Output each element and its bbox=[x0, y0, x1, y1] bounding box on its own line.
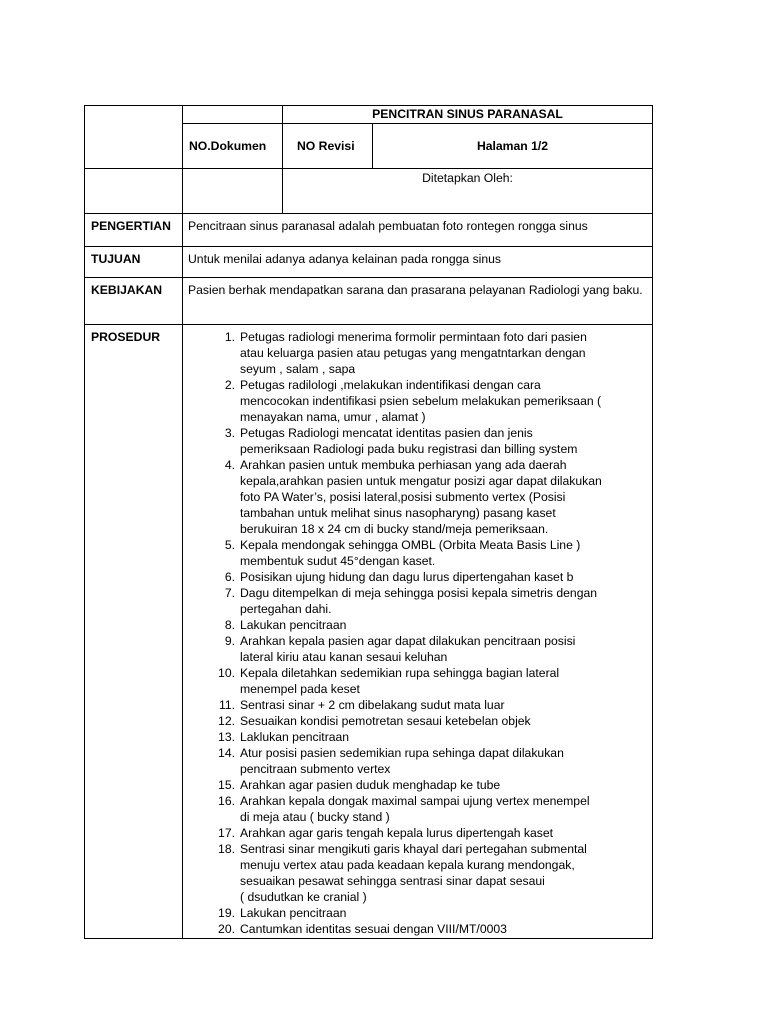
prosedur-step bbox=[188, 617, 648, 633]
step-line: Sesuaikan kondisi pemotretan sesaui ketebelan objek bbox=[240, 714, 531, 728]
step-number: 7. bbox=[224, 586, 235, 600]
step-text bbox=[240, 729, 648, 745]
prosedur-step bbox=[188, 537, 648, 569]
step-line: Laklukan pencitraan bbox=[240, 730, 350, 744]
step-line: Arahkan kepala pasien agar dapat dilakukan pencitraan posisi bbox=[240, 634, 576, 648]
kebijakan-text: Pasien berhak mendapatkan sarana dan prasarana pelayanan Radiologi yang baku. bbox=[183, 278, 653, 325]
step-line: Petugas radilologi ,melakukan indentifikasi dengan cara bbox=[240, 378, 541, 392]
prosedur-step bbox=[188, 457, 648, 537]
prosedur-content bbox=[183, 325, 653, 939]
step-line: Petugas radiologi menerima formolir permintaan foto dari pasien bbox=[240, 330, 587, 344]
step-number: 4. bbox=[224, 458, 235, 472]
pengertian-text: Pencitraan sinus paranasal adalah pembuatan foto rontegen rongga sinus bbox=[183, 214, 653, 247]
step-text bbox=[240, 665, 648, 697]
step-number: 14. bbox=[218, 746, 235, 760]
step-line: Sentrasi sinar mengikuti garis khayal dari pertegahan submental bbox=[240, 842, 587, 856]
step-line: berukuiran 18 x 24 cm di bucky stand/meja pemeriksaan. bbox=[240, 522, 549, 536]
step-line: foto PA Water’s, posisi lateral,posisi submento vertex (Posisi bbox=[240, 490, 566, 504]
prosedur-row bbox=[85, 325, 653, 939]
header-sign-row bbox=[85, 169, 653, 214]
prosedur-step bbox=[188, 713, 648, 729]
no-revisi-label: NO Revisi bbox=[283, 124, 373, 169]
step-line: Petugas Radiologi mencatat identitas pasien dan jenis bbox=[240, 426, 533, 440]
step-number: 19. bbox=[218, 906, 235, 920]
step-line: menuju vertex atau pada keadaan kepala kurang mendongak, bbox=[240, 858, 575, 872]
step-line: Arahkan agar pasien duduk menghadap ke tube bbox=[240, 778, 501, 792]
step-number: 16. bbox=[218, 794, 235, 808]
step-number: 9. bbox=[224, 634, 235, 648]
step-number: 2. bbox=[224, 378, 235, 392]
step-line: seyum , salam , sapa bbox=[240, 362, 356, 376]
prosedur-step bbox=[188, 905, 648, 921]
step-text bbox=[240, 841, 648, 905]
prosedur-step bbox=[188, 921, 648, 937]
step-line: Sentrasi sinar + 2 cm dibelakang sudut mata luar bbox=[240, 698, 505, 712]
step-line: membentuk sudut 45°dengan kaset. bbox=[240, 554, 436, 568]
step-line: pencitraan submento vertex bbox=[240, 762, 391, 776]
step-number: 11. bbox=[218, 698, 235, 712]
blank-cell bbox=[85, 169, 183, 214]
step-text bbox=[240, 457, 648, 537]
step-number: 12. bbox=[218, 714, 235, 728]
step-text bbox=[240, 921, 648, 937]
prosedur-step bbox=[188, 665, 648, 697]
tujuan-text: Untuk menilai adanya adanya kelainan pada rongga sinus bbox=[183, 247, 653, 278]
step-line: Cantumkan identitas sesuai dengan VIII/MT/0003 bbox=[240, 922, 507, 936]
prosedur-step bbox=[188, 329, 648, 377]
tujuan-label: TUJUAN bbox=[85, 247, 183, 278]
prosedur-step bbox=[188, 377, 648, 425]
prosedur-step bbox=[188, 777, 648, 793]
step-number: 17. bbox=[218, 826, 235, 840]
logo-cell bbox=[85, 106, 183, 169]
prosedur-step bbox=[188, 697, 648, 713]
pengertian-label: PENGERTIAN bbox=[85, 214, 183, 247]
step-text bbox=[240, 777, 648, 793]
step-line: Posisikan ujung hidung dan dagu lurus dipertengahan kaset b bbox=[240, 570, 574, 584]
prosedur-list bbox=[188, 329, 648, 937]
step-line: di meja atau ( bucky stand ) bbox=[240, 810, 390, 824]
prosedur-step bbox=[188, 569, 648, 585]
step-text bbox=[240, 633, 648, 665]
kebijakan-label: KEBIJAKAN bbox=[85, 278, 183, 325]
blank-cell-2 bbox=[183, 169, 283, 214]
step-text bbox=[240, 377, 648, 425]
kebijakan-row bbox=[85, 278, 653, 325]
pengertian-row bbox=[85, 214, 653, 247]
step-line: menayakan nama, umur , alamat ) bbox=[240, 410, 426, 424]
step-text bbox=[240, 825, 648, 841]
prosedur-step bbox=[188, 633, 648, 665]
document-title: PENCITRAN SINUS PARANASAL bbox=[283, 106, 653, 124]
prosedur-step bbox=[188, 793, 648, 825]
step-line: lateral kiriu atau kanan sesaui keluhan bbox=[240, 650, 448, 664]
prosedur-step bbox=[188, 425, 648, 457]
step-text bbox=[240, 585, 648, 617]
prosedur-label: PROSEDUR bbox=[85, 325, 183, 939]
step-number: 10. bbox=[218, 666, 235, 680]
step-line: pertegahan dahi. bbox=[240, 602, 332, 616]
prosedur-step bbox=[188, 825, 648, 841]
step-text bbox=[240, 713, 648, 729]
no-dokumen-label: NO.Dokumen bbox=[183, 124, 283, 169]
prosedur-step bbox=[188, 841, 648, 905]
prosedur-step bbox=[188, 729, 648, 745]
ditetapkan-oleh: Ditetapkan Oleh: bbox=[283, 169, 653, 214]
tujuan-row bbox=[85, 247, 653, 278]
step-line: Atur posisi pasien sedemikian rupa sehinga dapat dilakukan bbox=[240, 746, 564, 760]
step-text bbox=[240, 425, 648, 457]
step-line: mencocokan indentifikasi psien sebelum melakukan pemeriksaan ( bbox=[240, 394, 602, 408]
step-line: Kepala mendongak sehingga OMBL (Orbita Meata Basis Line ) bbox=[240, 538, 581, 552]
step-line: kepala,arahkan pasien untuk mengatur posizi agar dapat dilakukan bbox=[240, 474, 602, 488]
step-text bbox=[240, 793, 648, 825]
step-line: Kepala diletahkan sedemikian rupa sehingga bagian lateral bbox=[240, 666, 560, 680]
step-line: Arahkan kepala dongak maximal sampai ujung vertex menempel bbox=[240, 794, 590, 808]
step-number: 20. bbox=[218, 922, 235, 936]
step-line: ( dsudutkan ke cranial ) bbox=[240, 890, 367, 904]
step-number: 13. bbox=[218, 730, 235, 744]
step-text bbox=[240, 329, 648, 377]
step-line: Arahkan pasien untuk membuka perhiasan yang ada daerah bbox=[240, 458, 567, 472]
step-text bbox=[240, 569, 648, 585]
step-line: Lakukan pencitraan bbox=[240, 618, 347, 632]
step-line: tambahan untuk melihat sinus nasopharyng) pasang kaset bbox=[240, 506, 556, 520]
step-line: pemeriksaan Radiologi pada buku registrasi dan billing system bbox=[240, 442, 578, 456]
prosedur-step bbox=[188, 585, 648, 617]
step-line: Arahkan agar garis tengah kepala lurus dipertengah kaset bbox=[240, 826, 554, 840]
step-line: Lakukan pencitraan bbox=[240, 906, 347, 920]
step-number: 3. bbox=[224, 426, 235, 440]
step-line: atau keluarga pasien atau petugas yang mengatntarkan dengan bbox=[240, 346, 586, 360]
step-text bbox=[240, 905, 648, 921]
step-text bbox=[240, 617, 648, 633]
step-number: 15. bbox=[218, 778, 235, 792]
header-title-row bbox=[85, 106, 653, 124]
step-line: sesuaikan pesawat sehingga sentrasi sinar dapat sesaui bbox=[240, 874, 545, 888]
step-number: 8. bbox=[224, 618, 235, 632]
step-number: 18. bbox=[218, 842, 235, 856]
prosedur-step bbox=[188, 745, 648, 777]
step-text bbox=[240, 537, 648, 569]
step-number: 1. bbox=[224, 330, 235, 344]
step-line: Dagu ditempelkan di meja sehingga posisi kepala simetris dengan bbox=[240, 586, 598, 600]
sop-table bbox=[84, 105, 653, 939]
halaman-label: Halaman 1/2 bbox=[373, 124, 653, 169]
step-line: menempel pada keset bbox=[240, 682, 360, 696]
step-number: 6. bbox=[224, 570, 235, 584]
step-text bbox=[240, 745, 648, 777]
step-text bbox=[240, 697, 648, 713]
step-number: 5. bbox=[224, 538, 235, 552]
header-empty-cell bbox=[183, 106, 283, 124]
